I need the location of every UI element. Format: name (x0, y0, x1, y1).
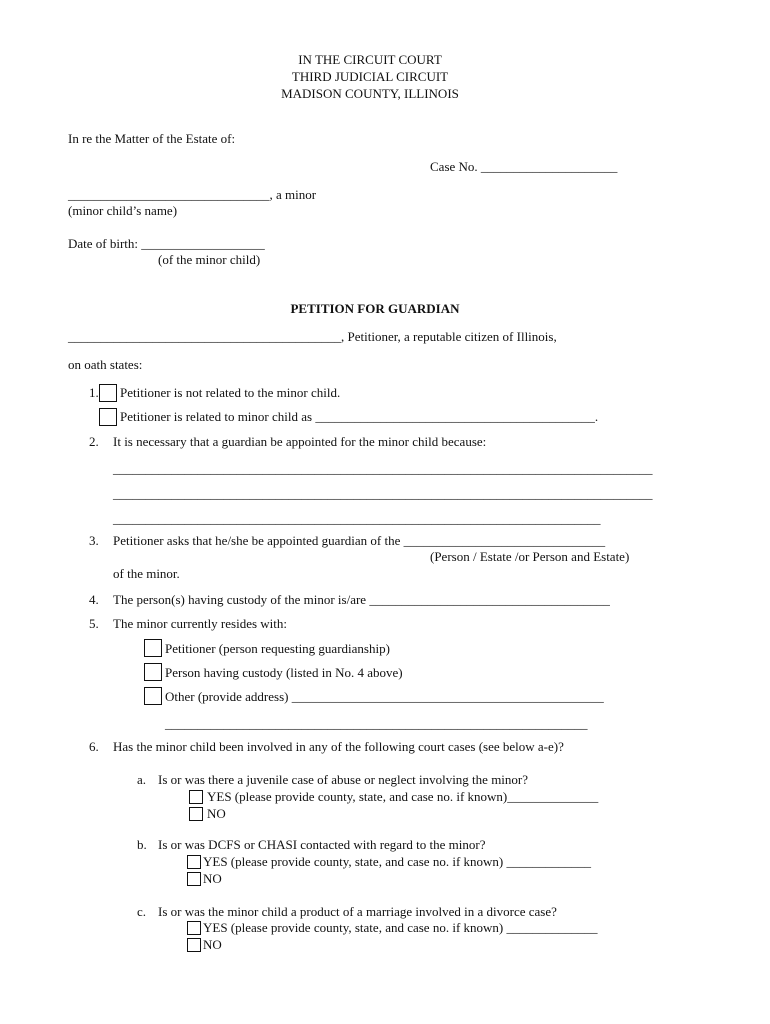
item-3-continuation: of the minor. (113, 566, 180, 581)
reason-line-2[interactable]: ___________________________________________________________________________________ (113, 486, 653, 501)
sub-a-no-label: NO (207, 806, 226, 821)
sub-c-question: Is or was the minor child a product of a marriage involved in a divorce case? (158, 904, 557, 919)
oath-text: on oath states: (68, 357, 143, 372)
sub-b-no-label: NO (203, 871, 222, 886)
matter-label: In re the Matter of the Estate of: (68, 131, 236, 146)
sub-a-letter: a. (137, 772, 147, 787)
sub-b-question: Is or was DCFS or CHASI contacted with regard to the minor? (158, 837, 486, 852)
not-related-label: Petitioner is not related to the minor child. (120, 385, 341, 400)
case-number-field[interactable]: Case No. _____________________ (430, 159, 618, 174)
sub-c-no-label: NO (203, 937, 222, 952)
date-of-birth-field[interactable]: Date of birth: ___________________ (68, 236, 265, 251)
not-related-checkbox[interactable] (99, 384, 117, 402)
sub-c-yes-field[interactable]: YES (please provide county, state, and case no. if known) ______________ (203, 920, 598, 935)
sub-b-yes-checkbox[interactable] (187, 855, 201, 869)
other-address-line-2[interactable]: _________________________________________________________________ (165, 716, 588, 731)
date-of-birth-label: (of the minor child) (158, 252, 261, 267)
petition-title: PETITION FOR GUARDIAN (290, 301, 460, 316)
resides-custody-checkbox[interactable] (144, 663, 162, 681)
guardian-type-label: (Person / Estate /or Person and Estate) (430, 549, 630, 564)
related-checkbox[interactable] (99, 408, 117, 426)
resides-custody-label: Person having custody (listed in No. 4 above) (165, 665, 403, 680)
item-2-number: 2. (89, 434, 99, 449)
minor-name-label: (minor child’s name) (68, 203, 178, 218)
resides-petitioner-checkbox[interactable] (144, 639, 162, 657)
sub-a-yes-field[interactable]: YES (please provide county, state, and case no. if known)______________ (207, 789, 599, 804)
sub-a-no-checkbox[interactable] (189, 807, 203, 821)
related-field[interactable]: Petitioner is related to minor child as ___________________________________________. (120, 409, 599, 424)
item-2-text: It is necessary that a guardian be appointed for the minor child because: (113, 434, 487, 449)
sub-a-yes-checkbox[interactable] (189, 790, 203, 804)
resides-petitioner-label: Petitioner (person requesting guardianship) (165, 641, 390, 656)
reason-line-3[interactable]: ___________________________________________________________________________ (113, 511, 601, 526)
item-5-number: 5. (89, 616, 99, 631)
sub-c-yes-checkbox[interactable] (187, 921, 201, 935)
item-1-number: 1. (89, 385, 99, 400)
item-3-number: 3. (89, 533, 99, 548)
county-name: MADISON COUNTY, ILLINOIS (281, 86, 459, 101)
item-5-text: The minor currently resides with: (113, 616, 288, 631)
item-4-number: 4. (89, 592, 99, 607)
reason-line-1[interactable]: ___________________________________________________________________________________ (113, 461, 653, 476)
petitioner-name-field[interactable]: __________________________________________, Petitioner, a reputable citizen of Illinois, (68, 329, 557, 344)
resides-other-checkbox[interactable] (144, 687, 162, 705)
item-6-number: 6. (89, 739, 99, 754)
court-name: IN THE CIRCUIT COURT (298, 52, 442, 67)
item-6-text: Has the minor child been involved in any of the following court cases (see below a-e)? (113, 739, 564, 754)
guardian-type-field[interactable]: Petitioner asks that he/she be appointed guardian of the _______________________________ (113, 533, 606, 548)
circuit-name: THIRD JUDICIAL CIRCUIT (291, 69, 449, 84)
other-address-field[interactable]: Other (provide address) ________________________________________________ (165, 689, 604, 704)
sub-c-no-checkbox[interactable] (187, 938, 201, 952)
minor-name-field[interactable]: _______________________________, a minor (68, 187, 317, 202)
sub-b-letter: b. (137, 837, 147, 852)
sub-c-letter: c. (137, 904, 147, 919)
sub-b-yes-field[interactable]: YES (please provide county, state, and case no. if known) _____________ (203, 854, 591, 869)
sub-b-no-checkbox[interactable] (187, 872, 201, 886)
custody-person-field[interactable]: The person(s) having custody of the minor is/are _____________________________________ (113, 592, 610, 607)
sub-a-question: Is or was there a juvenile case of abuse or neglect involving the minor? (158, 772, 529, 787)
